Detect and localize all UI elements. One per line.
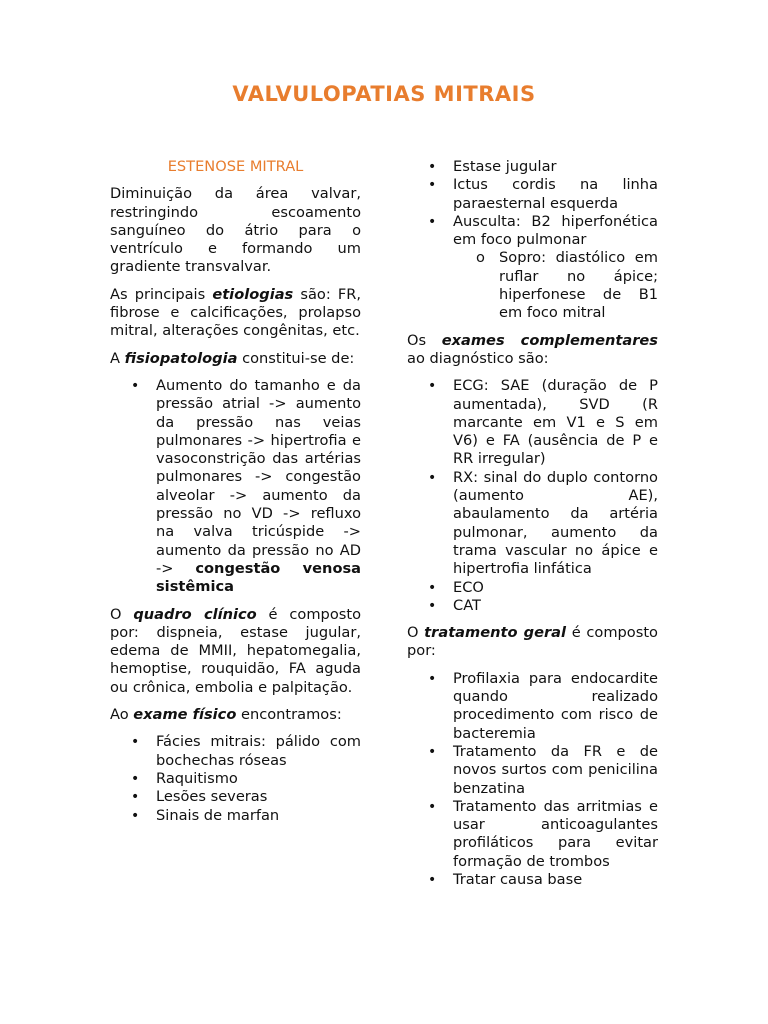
list-item: • Lesões severas: [110, 788, 361, 806]
exame-fisico-list-continued: [407, 158, 658, 323]
etiologias-pre: As principais: [110, 285, 213, 303]
list-item: • Estase jugular: [407, 158, 658, 176]
exames-complementares-list: [407, 377, 658, 615]
exame-post: encontramos:: [236, 706, 342, 724]
list-item: • Fácies mitrais: pálido com bochechas róseas: [110, 733, 361, 770]
list-item: • Tratamento da FR e de novos surtos com penicilina benzatina: [407, 743, 658, 798]
quadro-term: quadro clínico: [133, 605, 257, 623]
list-item: • RX: sinal do duplo contorno (aumento AE), abaulamento da artéria pulmonar, aumento da trama vascular no ápice e hipertrofia linfática: [407, 469, 658, 579]
list-item: • Sinais de marfan: [110, 807, 361, 825]
tratamento-pre: O: [407, 624, 425, 642]
quadro-clinico-paragraph: [110, 606, 361, 697]
ausculta-text: Ausculta: B2 hiperfonética em foco pulmonar: [453, 212, 658, 249]
fisiopatologia-post: constitui-se de:: [237, 349, 355, 367]
fisiopatologia-paragraph: [110, 350, 361, 368]
fisio-item-text: Aumento do tamanho e da pressão atrial -> aumento da pressão nas veias pulmonares -> hipertrofia e vasoconstrição das artérias pulmonares -> congestão alveolar -> aumento da pressão no VD -> refluxo na valva tricúspide -> aumento da pressão no AD ->: [156, 376, 361, 577]
right-column: [407, 158, 658, 898]
etiologias-paragraph: [110, 286, 361, 341]
tratamento-geral-paragraph: [407, 624, 658, 661]
quadro-post: é composto por: dispneia, estase jugular, edema de MMII, hepatomegalia, hemoptise, rouquidão, FA aguda ou crônica, embolia e palpitação.: [110, 605, 361, 696]
list-item: • Ictus cordis na linha paraesternal esquerda: [407, 176, 658, 213]
fisiopatologia-pre: A: [110, 349, 125, 367]
tratamento-geral-list: [407, 670, 658, 890]
exame-pre: Ao: [110, 706, 134, 724]
fisio-item-bold: congestão venosa sistêmica: [156, 559, 361, 596]
list-item: [407, 213, 658, 323]
exame-fisico-paragraph: [110, 706, 361, 724]
list-item: • CAT: [407, 597, 658, 615]
complementares-term: exames complementares: [441, 331, 658, 349]
quadro-pre: O: [110, 605, 134, 623]
exame-term: exame físico: [133, 706, 237, 724]
intro-paragraph: Diminuição da área valvar, restringindo escoamento sanguíneo do átrio para o ventrículo e formando um gradiente transvalvar.: [110, 185, 361, 276]
list-item: • ECG: SAE (duração de P aumentada), SVD (R marcante em V1 e S em V6) e FA (ausência de P e RR irregular): [407, 377, 658, 468]
etiologias-term: etiologias: [212, 285, 294, 303]
left-column: [110, 158, 361, 834]
sublist-item: o Sopro: diastólico em ruflar no ápice; hiperfonese de B1 em foco mitral: [453, 249, 658, 322]
fisiopatologia-list: [110, 377, 361, 597]
complementares-post: ao diagnóstico são:: [407, 349, 549, 367]
exames-complementares-paragraph: [407, 332, 658, 369]
list-item: • Tratamento das arritmias e usar anticoagulantes profiláticos para evitar formação de trombos: [407, 798, 658, 871]
fisiopatologia-term: fisiopatologia: [124, 349, 238, 367]
page-title: VALVULOPATIAS MITRAIS: [232, 82, 536, 106]
etiologias-post: são: FR, fibrose e calcificações, prolapso mitral, alterações congênitas, etc.: [110, 285, 362, 340]
list-item: • Tratar causa base: [407, 871, 658, 889]
list-item: • Profilaxia para endocardite quando realizado procedimento com risco de bacteremia: [407, 670, 658, 743]
tratamento-post: é composto por:: [407, 624, 658, 660]
complementares-pre: Os: [407, 331, 442, 349]
list-item: • ECO: [407, 579, 658, 597]
ausculta-sublist: [453, 249, 658, 322]
list-item: [110, 377, 361, 597]
tratamento-term: tratamento geral: [424, 624, 567, 642]
section-heading-estenose-mitral: ESTENOSE MITRAL: [167, 158, 304, 175]
list-item: • Raquitismo: [110, 770, 361, 788]
exame-fisico-list: [110, 733, 361, 824]
